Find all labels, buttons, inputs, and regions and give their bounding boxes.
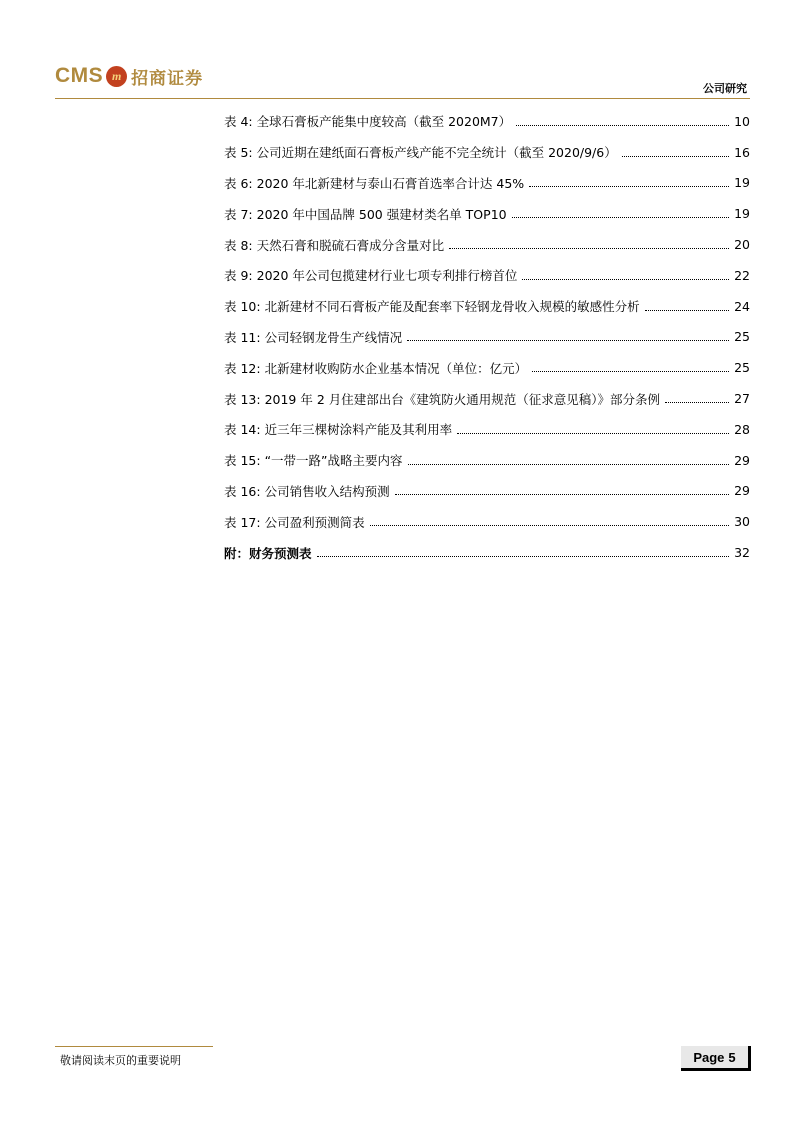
toc-entry-label: 表 4: 全球石膏板产能集中度较高（截至 2020M7） — [224, 114, 512, 130]
page-number: 5 — [728, 1049, 736, 1065]
toc-entry-label: 表 10: 北新建材不同石膏板产能及配套率下轻钢龙骨收入规模的敏感性分析 — [224, 299, 640, 315]
toc-entry-page: 19 — [734, 175, 750, 191]
toc-entry-label: 表 5: 公司近期在建纸面石膏板产线产能不完全统计（截至 2020/9/6） — [224, 145, 617, 161]
toc-entry-page: 22 — [734, 267, 750, 283]
toc-entry[interactable] — [224, 198, 750, 229]
toc-entry-page: 19 — [734, 206, 750, 222]
toc-dot-leader — [317, 556, 730, 557]
toc-entry-label: 表 8: 天然石膏和脱硫石膏成分含量对比 — [224, 237, 445, 253]
toc-entry-page: 29 — [734, 483, 750, 499]
toc-entry[interactable] — [224, 106, 750, 137]
toc-entry[interactable] — [224, 322, 750, 353]
toc-entry[interactable] — [224, 229, 750, 260]
toc-entry-label: 表 17: 公司盈利预测简表 — [224, 514, 365, 530]
toc-dot-leader — [449, 248, 729, 249]
toc-entry-label: 表 13: 2019 年 2 月住建部出台《建筑防火通用规范（征求意见稿）》部分条例 — [224, 391, 660, 407]
toc-entry[interactable] — [224, 383, 750, 414]
toc-dot-leader — [529, 186, 729, 187]
toc-entry-label: 表 7: 2020 年中国品牌 500 强建材类名单 TOP10 — [224, 206, 507, 222]
logo-cms-text: CMS — [55, 64, 104, 87]
toc-entry[interactable] — [224, 506, 750, 537]
toc-entry-label: 表 6: 2020 年北新建材与泰山石膏首选率合计达 45% — [224, 175, 525, 191]
table-of-contents — [224, 106, 750, 568]
toc-entry-page: 20 — [734, 237, 750, 253]
toc-entry-page: 29 — [734, 452, 750, 468]
toc-dot-leader — [370, 525, 730, 526]
logo-company-name: 招商证券 — [131, 68, 204, 89]
header-divider — [55, 98, 750, 99]
toc-entry[interactable] — [224, 168, 750, 199]
toc-dot-leader — [532, 371, 729, 372]
toc-entry[interactable] — [224, 260, 750, 291]
toc-entry[interactable] — [224, 414, 750, 445]
toc-entry[interactable] — [224, 537, 750, 568]
toc-dot-leader — [665, 402, 729, 403]
toc-dot-leader — [522, 279, 729, 280]
toc-entry-label: 表 14: 近三年三棵树涂料产能及其利用率 — [224, 422, 453, 438]
toc-dot-leader — [407, 340, 729, 341]
toc-dot-leader — [512, 217, 730, 218]
toc-entry-page: 10 — [734, 113, 750, 129]
toc-entry-page: 32 — [734, 545, 750, 561]
toc-entry[interactable] — [224, 291, 750, 322]
page-number-box — [681, 1046, 751, 1071]
toc-entry-label: 表 15: “一带一路”战略主要内容 — [224, 453, 403, 469]
logo-badge-icon: m — [106, 66, 127, 87]
toc-dot-leader — [395, 494, 730, 495]
page-label: Page — [693, 1049, 725, 1065]
toc-entry-page: 25 — [734, 329, 750, 345]
toc-entry-label: 附：财务预测表 — [224, 545, 312, 561]
toc-entry-label: 表 11: 公司轻钢龙骨生产线情况 — [224, 329, 403, 345]
company-logo — [55, 63, 203, 89]
toc-dot-leader — [408, 464, 730, 465]
toc-entry-page: 16 — [734, 144, 750, 160]
toc-dot-leader — [645, 310, 730, 311]
disclaimer-note: 敬请阅读末页的重要说明 — [60, 1054, 181, 1067]
toc-dot-leader — [622, 156, 729, 157]
toc-entry-page: 24 — [734, 298, 750, 314]
footer-divider — [55, 1046, 213, 1047]
toc-entry-page: 30 — [734, 514, 750, 530]
toc-entry-page: 25 — [734, 360, 750, 376]
toc-entry-label: 表 12: 北新建材收购防水企业基本情况（单位：亿元） — [224, 360, 528, 376]
toc-dot-leader — [516, 125, 729, 126]
toc-entry-label: 表 9: 2020 年公司包揽建材行业七项专利排行榜首位 — [224, 268, 518, 284]
toc-entry[interactable] — [224, 476, 750, 507]
toc-entry-page: 28 — [734, 421, 750, 437]
toc-entry[interactable] — [224, 445, 750, 476]
section-tag: 公司研究 — [703, 82, 747, 95]
toc-entry[interactable] — [224, 352, 750, 383]
toc-dot-leader — [457, 433, 729, 434]
toc-entry-label: 表 16: 公司销售收入结构预测 — [224, 483, 390, 499]
toc-entry-page: 27 — [734, 391, 750, 407]
toc-entry[interactable] — [224, 137, 750, 168]
